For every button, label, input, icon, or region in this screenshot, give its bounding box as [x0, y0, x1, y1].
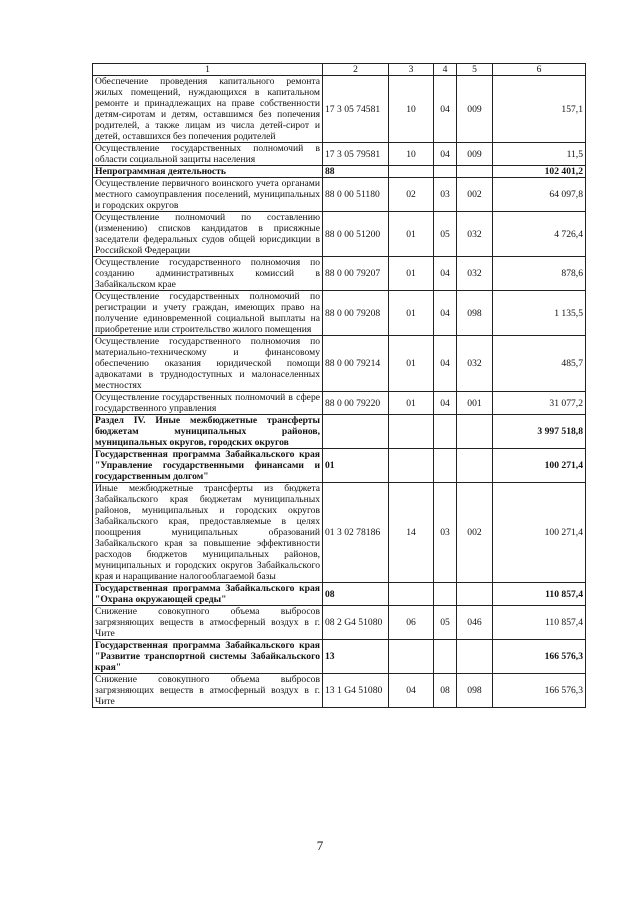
- row-description: Осуществление государственных полномочий в области социальной защиты населения: [93, 143, 323, 166]
- row-description: Государственная программа Забайкальского края "Развитие транспортной системы Забайкальского края": [93, 640, 323, 674]
- table-row: [93, 166, 586, 178]
- header-col-5: 5: [457, 64, 493, 76]
- row-expense-type: 098: [457, 291, 493, 336]
- row-subsection: 05: [434, 606, 457, 640]
- row-amount: 102 401,2: [493, 166, 586, 178]
- row-expense-type: [457, 415, 493, 449]
- row-amount: 3 997 518,8: [493, 415, 586, 449]
- row-description: Государственная программа Забайкальского края "Охрана окружающей среды": [93, 583, 323, 606]
- row-code: 88 0 00 79208: [323, 291, 389, 336]
- row-section: 04: [389, 674, 434, 708]
- row-subsection: 04: [434, 257, 457, 291]
- row-expense-type: [457, 166, 493, 178]
- table-row: [93, 606, 586, 640]
- row-code: 08: [323, 583, 389, 606]
- row-amount: 64 097,8: [493, 178, 586, 212]
- row-expense-type: 001: [457, 392, 493, 415]
- row-expense-type: 032: [457, 257, 493, 291]
- row-expense-type: 009: [457, 76, 493, 143]
- budget-table: [92, 63, 586, 708]
- row-amount: 1 135,5: [493, 291, 586, 336]
- table-row: [93, 640, 586, 674]
- table-row: [93, 76, 586, 143]
- row-amount: 100 271,4: [493, 483, 586, 583]
- row-code: 01: [323, 449, 389, 483]
- row-subsection: [434, 166, 457, 178]
- table-row: [93, 674, 586, 708]
- row-subsection: 04: [434, 143, 457, 166]
- row-subsection: 04: [434, 291, 457, 336]
- row-amount: 31 077,2: [493, 392, 586, 415]
- table-row: [93, 178, 586, 212]
- row-section: 01: [389, 257, 434, 291]
- row-description: Осуществление государственного полномочия по материально-техническому и финансовому обеспечению оказания юридической помощи адвокатами в труднодоступных и малонаселенных местностях: [93, 336, 323, 392]
- header-col-4: 4: [434, 64, 457, 76]
- row-description: Снижение совокупного объема выбросов загрязняющих веществ в атмосферный воздух в г. Чите: [93, 606, 323, 640]
- row-subsection: 08: [434, 674, 457, 708]
- row-code: 88 0 00 79220: [323, 392, 389, 415]
- row-section: 10: [389, 143, 434, 166]
- row-code: 13 1 G4 51080: [323, 674, 389, 708]
- header-col-3: 3: [389, 64, 434, 76]
- row-amount: 110 857,4: [493, 606, 586, 640]
- budget-table-body: [93, 64, 586, 708]
- row-amount: 166 576,3: [493, 640, 586, 674]
- row-code: 88 0 00 79207: [323, 257, 389, 291]
- table-row: [93, 392, 586, 415]
- row-expense-type: [457, 640, 493, 674]
- row-code: 01 3 02 78186: [323, 483, 389, 583]
- row-description: Осуществление первичного воинского учета органами местного самоуправления поселений, муниципальных и городских округов: [93, 178, 323, 212]
- row-section: 01: [389, 212, 434, 257]
- row-section: 10: [389, 76, 434, 143]
- table-row: [93, 583, 586, 606]
- row-expense-type: [457, 583, 493, 606]
- row-section: [389, 415, 434, 449]
- row-subsection: 04: [434, 76, 457, 143]
- row-subsection: [434, 583, 457, 606]
- row-description: Осуществление полномочий по составлению (изменению) списков кандидатов в присяжные заседатели федеральных судов общей юрисдикции в Российской Федерации: [93, 212, 323, 257]
- table-header-row: [93, 64, 586, 76]
- row-code: [323, 415, 389, 449]
- row-section: 06: [389, 606, 434, 640]
- row-section: 01: [389, 336, 434, 392]
- row-expense-type: [457, 449, 493, 483]
- row-section: [389, 449, 434, 483]
- row-expense-type: 002: [457, 483, 493, 583]
- table-row: [93, 212, 586, 257]
- row-amount: 485,7: [493, 336, 586, 392]
- row-code: 13: [323, 640, 389, 674]
- row-expense-type: 032: [457, 336, 493, 392]
- table-row: [93, 415, 586, 449]
- row-section: 01: [389, 392, 434, 415]
- row-expense-type: 046: [457, 606, 493, 640]
- table-row: [93, 449, 586, 483]
- row-subsection: 05: [434, 212, 457, 257]
- row-subsection: [434, 449, 457, 483]
- table-row: [93, 257, 586, 291]
- row-section: [389, 166, 434, 178]
- row-code: 08 2 G4 51080: [323, 606, 389, 640]
- row-code: 88: [323, 166, 389, 178]
- table-row: [93, 291, 586, 336]
- row-code: 88 0 00 51180: [323, 178, 389, 212]
- row-description: Осуществление государственных полномочий в сфере государственного управления: [93, 392, 323, 415]
- row-description: Государственная программа Забайкальского края "Управление государственными финансами и государственным долгом": [93, 449, 323, 483]
- page-number: 7: [316, 838, 324, 853]
- header-col-1: 1: [93, 64, 323, 76]
- row-subsection: 04: [434, 392, 457, 415]
- row-section: [389, 583, 434, 606]
- row-subsection: [434, 640, 457, 674]
- row-amount: 157,1: [493, 76, 586, 143]
- row-amount: 11,5: [493, 143, 586, 166]
- table-row: [93, 143, 586, 166]
- row-subsection: [434, 415, 457, 449]
- table-row: [93, 336, 586, 392]
- row-description: Иные межбюджетные трансферты из бюджета Забайкальского края бюджетам муниципальных районов, муниципальных и городских округов Забайкальского края, предоставляемые в целях поощрения муниципальных образований Забайкальского края за повышение эффективности расходов бюджетов муниципальных районов, муниципальных и городских округов Забайкальского края и наращивание налогооблагаемой базы: [93, 483, 323, 583]
- row-amount: 110 857,4: [493, 583, 586, 606]
- row-section: [389, 640, 434, 674]
- row-code: 88 0 00 79214: [323, 336, 389, 392]
- row-subsection: 04: [434, 336, 457, 392]
- row-code: 17 3 05 74581: [323, 76, 389, 143]
- row-description: Раздел IV. Иные межбюджетные трансферты бюджетам муниципальных районов, муниципальных округов, городских округов: [93, 415, 323, 449]
- row-expense-type: 009: [457, 143, 493, 166]
- row-code: 88 0 00 51200: [323, 212, 389, 257]
- row-description: Непрограммная деятельность: [93, 166, 323, 178]
- row-amount: 166 576,3: [493, 674, 586, 708]
- row-expense-type: 032: [457, 212, 493, 257]
- row-description: Осуществление государственного полномочия по созданию административных комиссий в Забайкальском крае: [93, 257, 323, 291]
- table-row: [93, 483, 586, 583]
- row-amount: 100 271,4: [493, 449, 586, 483]
- row-expense-type: 098: [457, 674, 493, 708]
- row-amount: 4 726,4: [493, 212, 586, 257]
- row-amount: 878,6: [493, 257, 586, 291]
- row-description: Обеспечение проведения капитального ремонта жилых помещений, нуждающихся в капитальном ремонте и принадлежащих на праве собственности детям-сиротам и детям, оставшимся без попечения родителей, а также лицам из числа детей-сирот и детей, оставшихся без попечения родителей: [93, 76, 323, 143]
- row-section: 01: [389, 291, 434, 336]
- row-expense-type: 002: [457, 178, 493, 212]
- row-subsection: 03: [434, 178, 457, 212]
- header-col-2: 2: [323, 64, 389, 76]
- row-subsection: 03: [434, 483, 457, 583]
- row-section: 02: [389, 178, 434, 212]
- row-code: 17 3 05 79581: [323, 143, 389, 166]
- row-section: 14: [389, 483, 434, 583]
- row-description: Осуществление государственных полномочий по регистрации и учету граждан, имеющих право на получение единовременной социальной выплаты на приобретение или строительство жилого помещения: [93, 291, 323, 336]
- header-col-6: 6: [493, 64, 586, 76]
- row-description: Снижение совокупного объема выбросов загрязняющих веществ в атмосферный воздух в г. Чите: [93, 674, 323, 708]
